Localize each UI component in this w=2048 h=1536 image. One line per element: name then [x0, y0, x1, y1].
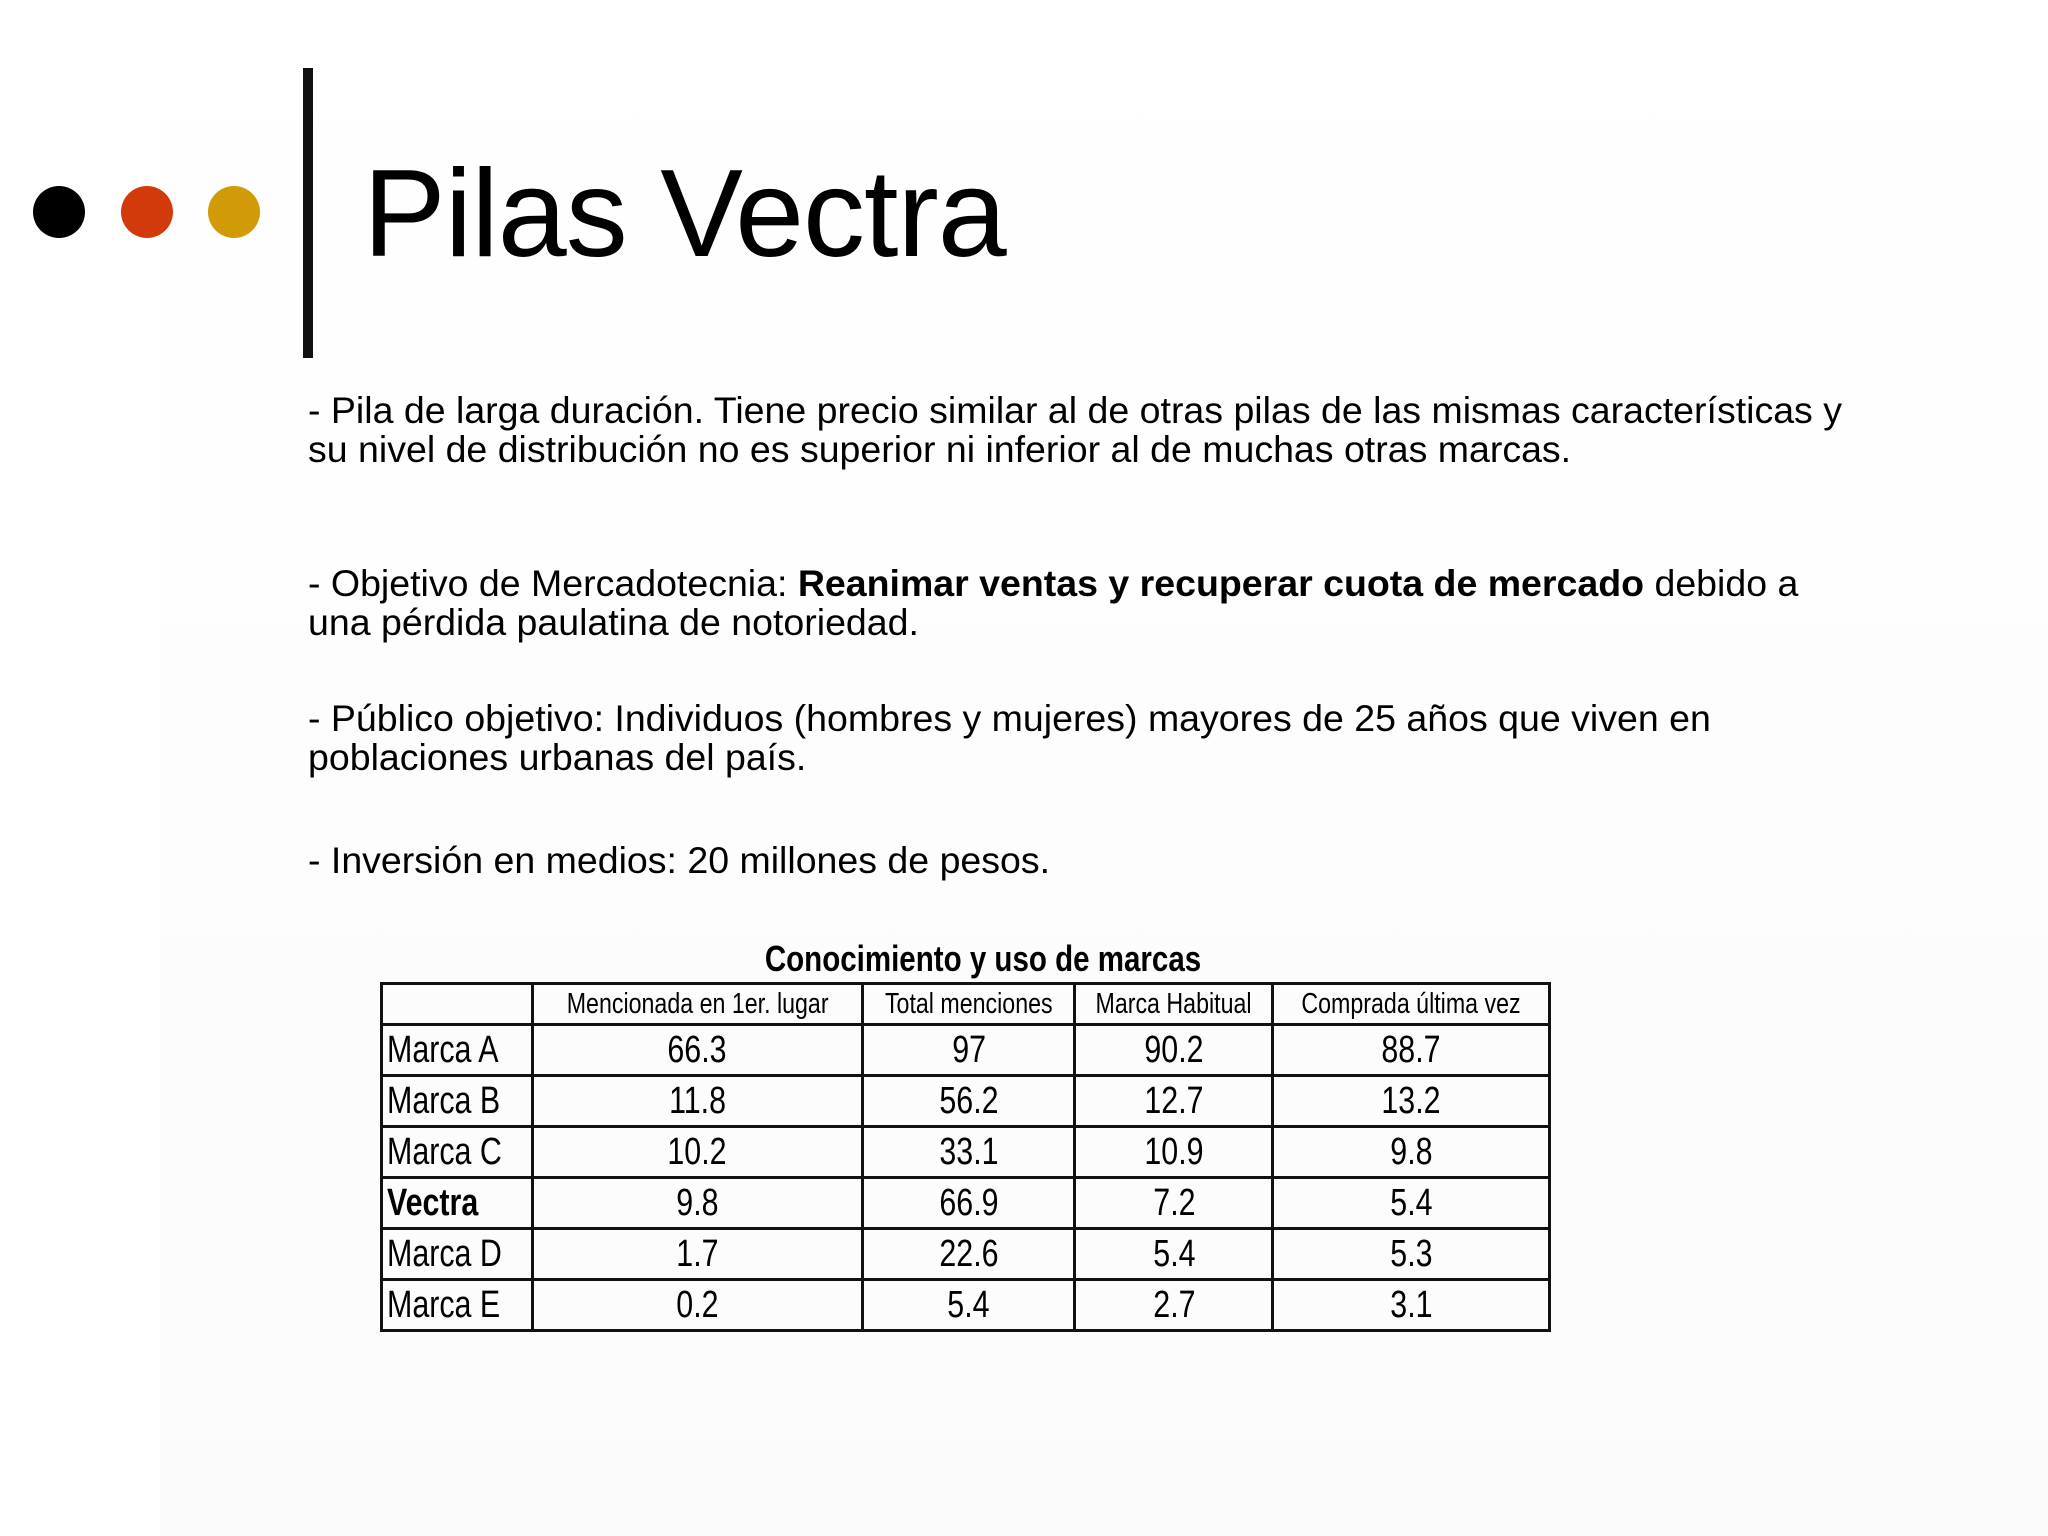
paragraph-media-investment: - Inversión en medios: 20 millones de pesos. [308, 839, 1051, 881]
table-row [382, 1229, 1550, 1280]
table-cell: 56.2 [862, 1076, 1075, 1127]
title-divider-bar [303, 68, 313, 358]
objective-prefix: - Objetivo de Mercadotecnia: [308, 562, 798, 604]
table-row [382, 1076, 1550, 1127]
brand-awareness-table-block [380, 936, 1522, 1332]
table-row [382, 1127, 1550, 1178]
paragraph-target-audience: - Público objetivo: Individuos (hombres y mujeres) mayores de 25 años que viven en poblaciones urbanas del país. [308, 697, 1711, 778]
table-cell: 66.9 [862, 1178, 1075, 1229]
table-cell: 90.2 [1075, 1025, 1273, 1076]
brand-awareness-table [380, 982, 1551, 1332]
table-cell: 9.8 [1273, 1127, 1550, 1178]
table-row-label: Marca A [382, 1025, 533, 1076]
table-cell: 10.9 [1075, 1127, 1273, 1178]
table-header-cell: Marca Habitual [1075, 984, 1273, 1025]
table-row-label: Vectra [382, 1178, 533, 1229]
table-header-row [382, 984, 1550, 1025]
black-dot-icon [33, 186, 85, 238]
table-row [382, 1178, 1550, 1229]
table-row [382, 1025, 1550, 1076]
table-row [382, 1280, 1550, 1331]
table-cell: 97 [862, 1025, 1075, 1076]
table-cell: 13.2 [1273, 1076, 1550, 1127]
table-cell: 12.7 [1075, 1076, 1273, 1127]
table-cell: 5.3 [1273, 1229, 1550, 1280]
table-row-label: Marca D [382, 1229, 533, 1280]
table-cell: 7.2 [1075, 1178, 1273, 1229]
table-cell: 1.7 [532, 1229, 862, 1280]
table-cell: 3.1 [1273, 1280, 1550, 1331]
gold-dot-icon [208, 186, 260, 238]
paragraph-product-description: - Pila de larga duración. Tiene precio similar al de otras pilas de las mismas características y su nivel de distribución no es superior ni inferior al de muchas otras marcas. [308, 389, 1842, 470]
table-title: Conocimiento y uso de marcas [764, 938, 1202, 979]
table-cell: 22.6 [862, 1229, 1075, 1280]
objective-suffix: debido a una pérdida paulatina de notoriedad. [308, 562, 1799, 643]
table-header-cell [382, 984, 533, 1025]
table-row-label: Marca B [382, 1076, 533, 1127]
slide-title: Pilas Vectra [363, 145, 1006, 283]
table-row-label: Marca E [382, 1280, 533, 1331]
table-cell: 9.8 [532, 1178, 862, 1229]
table-header-cell: Comprada última vez [1273, 984, 1550, 1025]
table-cell: 66.3 [532, 1025, 862, 1076]
table-cell: 88.7 [1273, 1025, 1550, 1076]
table-header-cell: Total menciones [862, 984, 1075, 1025]
table-cell: 5.4 [1273, 1178, 1550, 1229]
table-header-cell: Mencionada en 1er. lugar [532, 984, 862, 1025]
table-cell: 0.2 [532, 1280, 862, 1331]
table-cell: 11.8 [532, 1076, 862, 1127]
table-cell: 33.1 [862, 1127, 1075, 1178]
objective-highlight: Reanimar ventas y recuperar cuota de mercado [797, 562, 1645, 604]
table-cell: 5.4 [1075, 1229, 1273, 1280]
paragraph-marketing-objective [308, 564, 1868, 641]
red-dot-icon [121, 186, 173, 238]
table-cell: 2.7 [1075, 1280, 1273, 1331]
table-cell: 10.2 [532, 1127, 862, 1178]
table-cell: 5.4 [862, 1280, 1075, 1331]
table-row-label: Marca C [382, 1127, 533, 1178]
